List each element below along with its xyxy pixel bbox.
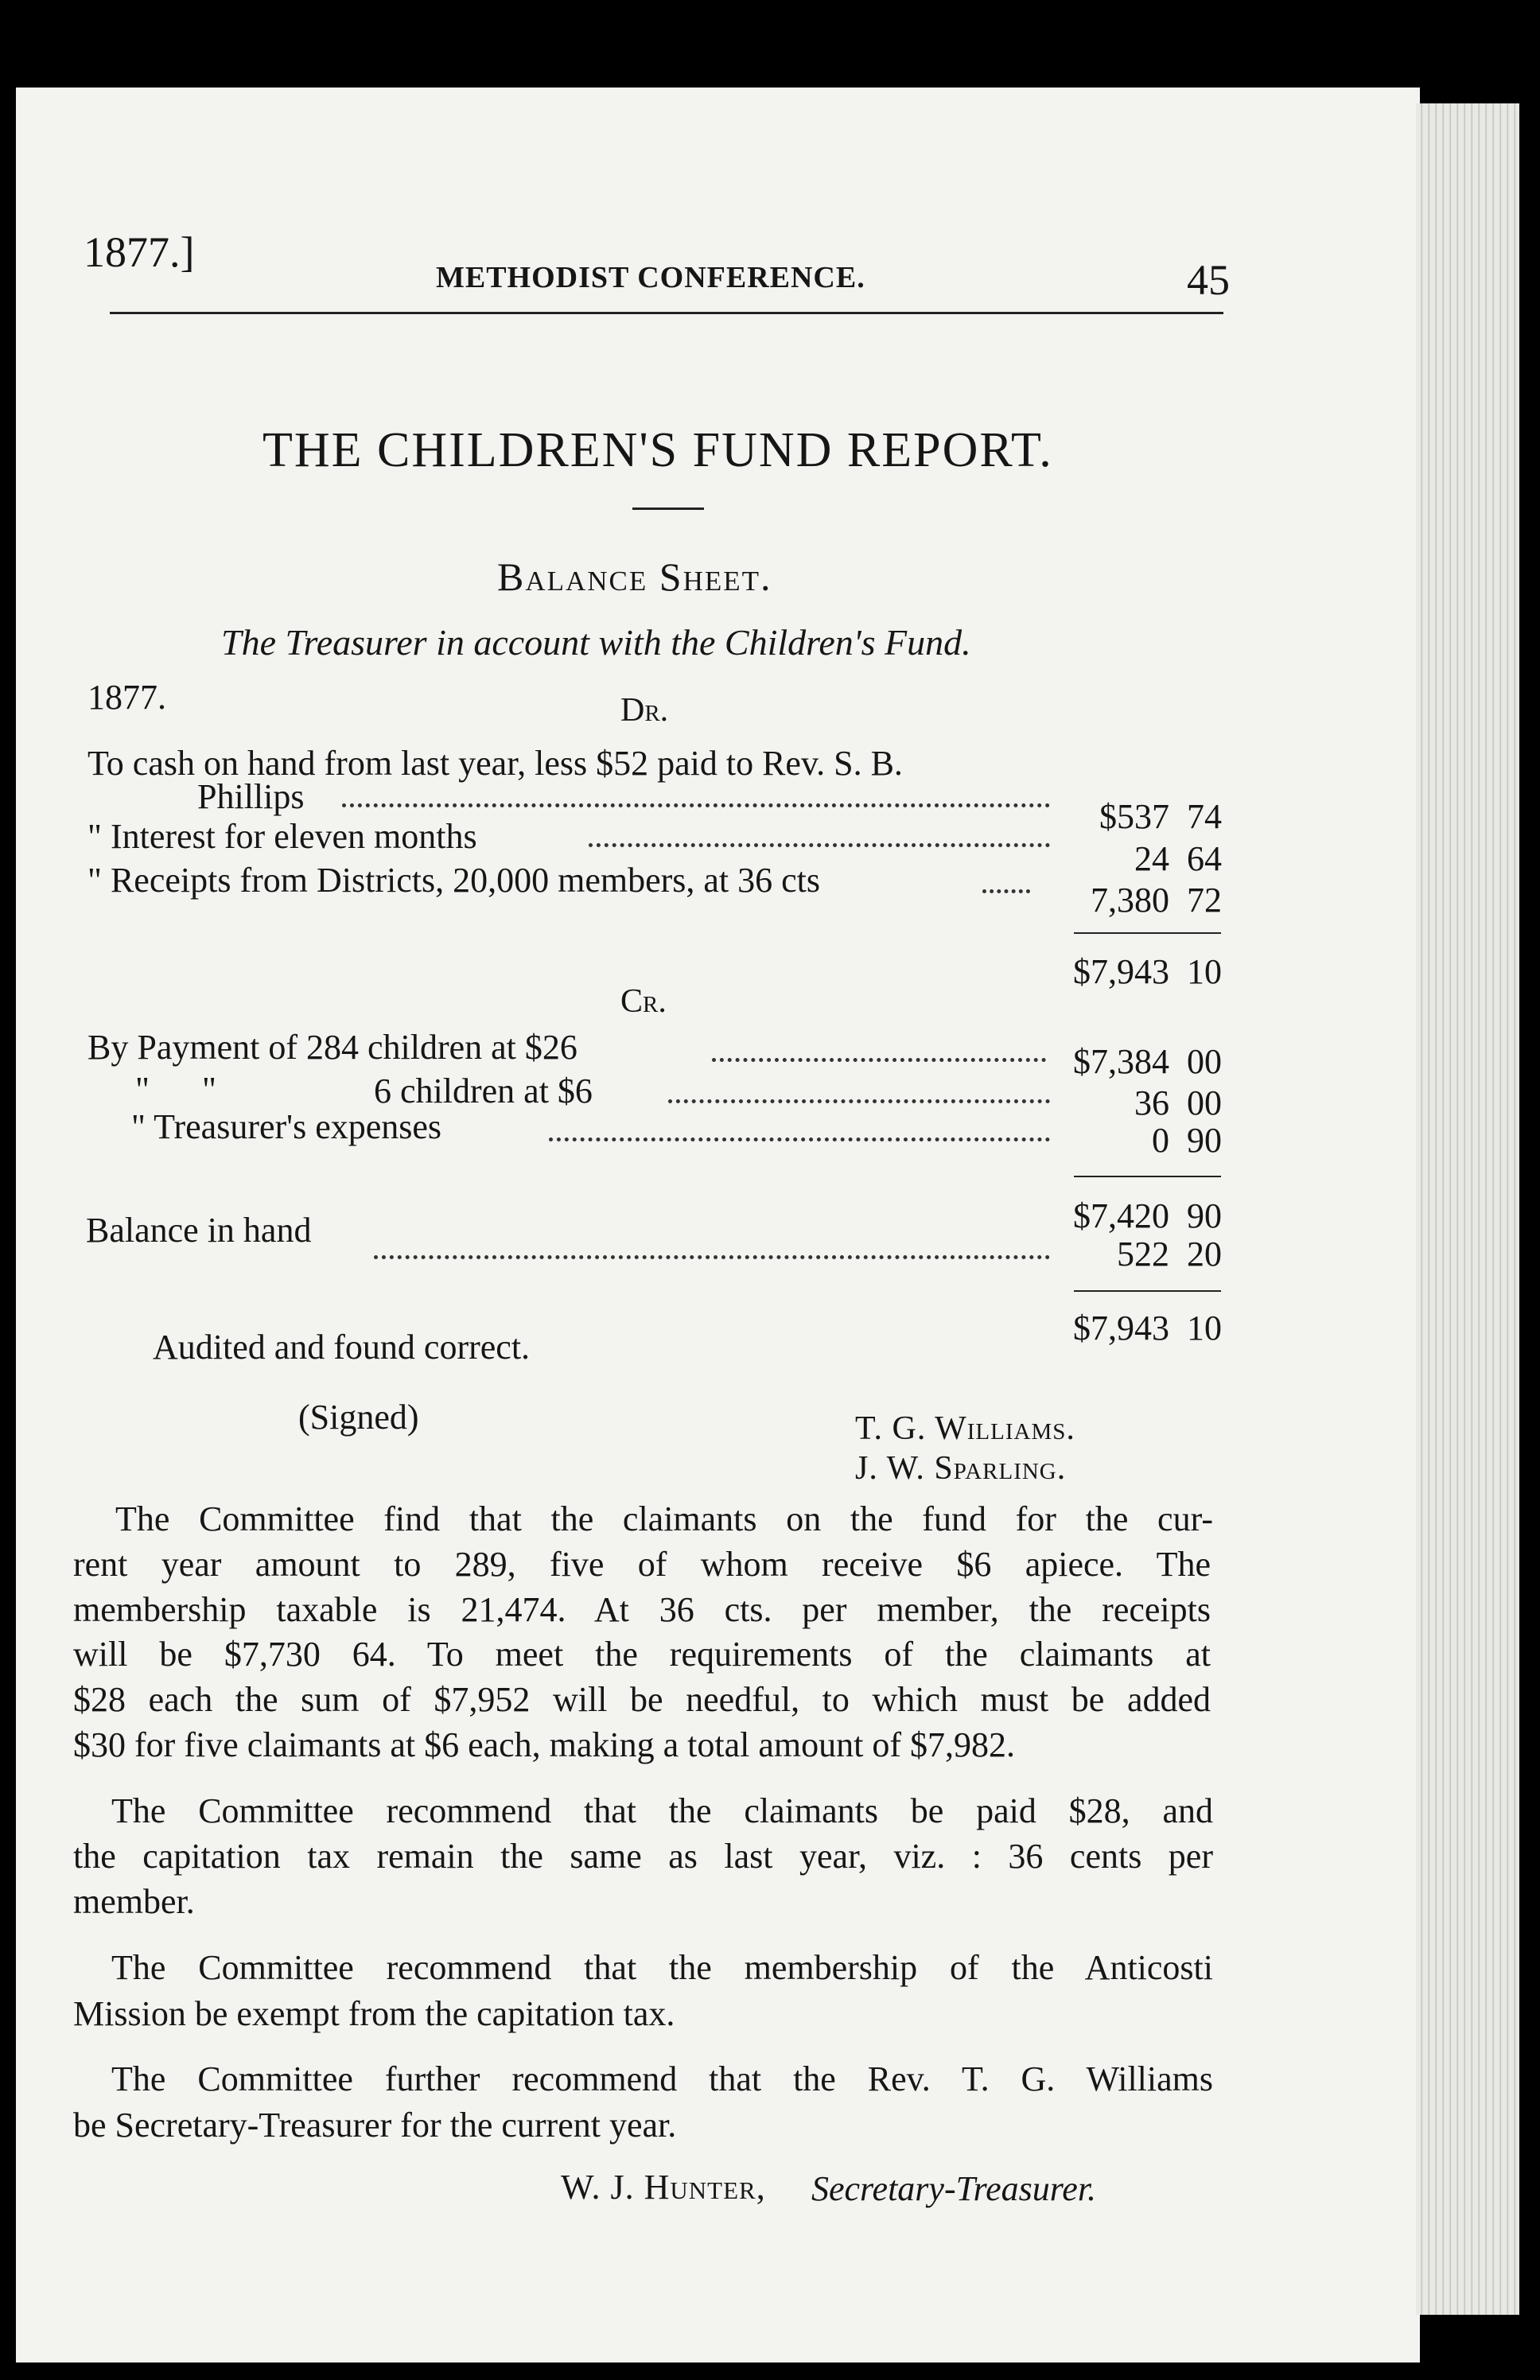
header-rule [110, 312, 1223, 314]
page-number: 45 [1187, 256, 1230, 304]
debit-line-2: " Interest for eleven months [88, 817, 477, 856]
credit-line-1: By Payment of 284 children at $26 [88, 1028, 578, 1067]
para-1-line-2: rent year amount to 289, five of whom receive $6 apiece. The [73, 1545, 1211, 1584]
running-title: METHODIST CONFERENCE. [436, 261, 865, 294]
para-2-last-line: member. [73, 1882, 195, 1921]
credit-subtotal-cents: 90 [1187, 1196, 1222, 1235]
para-1-line-1: The Committee find that the claimants on the fund for the cur- [115, 1499, 1213, 1538]
credit-line-3: " Treasurer's expenses [131, 1107, 442, 1146]
credit-3-cents: 90 [1187, 1121, 1222, 1160]
leader-dots [589, 843, 1050, 847]
credit-2-dollars: 36 [1134, 1083, 1169, 1122]
signatory-1: T. G. Williams. [855, 1410, 1075, 1447]
credit-1-cents: 00 [1187, 1042, 1222, 1081]
debit-3-cents: 72 [1187, 881, 1222, 920]
credit-subtotal-dollars: $7,420 [1073, 1196, 1169, 1235]
credit-1-dollars: $7,384 [1073, 1042, 1169, 1081]
ditto-marks: " " [135, 1070, 216, 1109]
para-1-line-5: $28 each the sum of $7,952 will be needful, to which must be added [73, 1680, 1211, 1719]
leader-dots [668, 1099, 1050, 1103]
debit-2-cents: 64 [1187, 839, 1222, 878]
leader-dots [982, 889, 1030, 893]
para-3-last-line: Mission be exempt from the capitation tax. [73, 1994, 675, 2033]
debit-3-dollars: 7,380 [1091, 881, 1169, 920]
balance-cents: 20 [1187, 1235, 1222, 1274]
debit-line-1a: To cash on hand from last year, less $52 paid to Rev. S. B. [88, 744, 903, 783]
debit-total-dollars: $7,943 [1073, 952, 1169, 991]
report-title: THE CHILDREN'S FUND REPORT. [262, 423, 1053, 477]
debit-line-3: " Receipts from Districts, 20,000 members, at 36 cts [88, 861, 821, 900]
para-4-line-1: The Committee further recommend that the Rev. T. G. Williams [111, 2059, 1213, 2098]
debit-2-dollars: 24 [1134, 839, 1169, 878]
signed-label: (Signed) [298, 1398, 419, 1437]
secretary-name: W. J. Hunter, [561, 2168, 766, 2207]
debit-1-cents: 74 [1187, 797, 1222, 836]
credit-total-cents: 10 [1187, 1309, 1222, 1348]
debit-line-1b: Phillips [197, 777, 305, 816]
secretary-title: Secretary-Treasurer. [811, 2169, 1097, 2208]
para-1-line-3: membership taxable is 21,474. At 36 cts. per member, the receipts [73, 1590, 1211, 1629]
sheet-year: 1877. [88, 678, 166, 717]
title-rule [632, 508, 704, 510]
balance-line: Balance in hand [86, 1211, 312, 1250]
debit-1-dollars: $537 [1099, 797, 1169, 836]
para-3-line-1: The Committee recommend that the membership of the Anticosti [111, 1948, 1213, 1987]
sum-rule [1074, 932, 1221, 934]
cr-label: Cr. [620, 983, 667, 1020]
sum-rule [1074, 1290, 1221, 1292]
para-2-line-1: The Committee recommend that the claimants be paid $28, and [111, 1791, 1213, 1830]
leader-dots [549, 1138, 1050, 1141]
audited-line: Audited and found correct. [153, 1328, 531, 1367]
balance-dollars: 522 [1117, 1235, 1169, 1274]
debit-total-cents: 10 [1187, 952, 1222, 991]
credit-line-2: 6 children at $6 [374, 1071, 593, 1110]
dr-label: Dr. [620, 692, 669, 729]
balance-sheet-subtitle: The Treasurer in account with the Children's Fund. [221, 622, 971, 663]
leader-dots [712, 1058, 1046, 1062]
credit-2-cents: 00 [1187, 1083, 1222, 1122]
para-2-line-2: the capitation tax remain the same as last year, viz. : 36 cents per [73, 1837, 1213, 1876]
leader-dots [374, 1255, 1050, 1259]
para-1-line-4: will be $7,730 64. To meet the requirements of the claimants at [73, 1635, 1211, 1674]
page-stack-edge [1416, 103, 1519, 2315]
para-4-last-line: be Secretary-Treasurer for the current year. [73, 2106, 677, 2145]
sum-rule [1074, 1176, 1221, 1177]
signatory-2: J. W. Sparling. [855, 1450, 1067, 1487]
header-year: 1877.] [84, 228, 195, 276]
credit-total-dollars: $7,943 [1073, 1309, 1169, 1348]
credit-3-dollars: 0 [1152, 1121, 1169, 1160]
leader-dots [342, 803, 1050, 807]
balance-sheet-heading: Balance Sheet. [497, 554, 772, 599]
para-1-last-line: $30 for five claimants at $6 each, making a total amount of $7,982. [73, 1725, 1016, 1764]
